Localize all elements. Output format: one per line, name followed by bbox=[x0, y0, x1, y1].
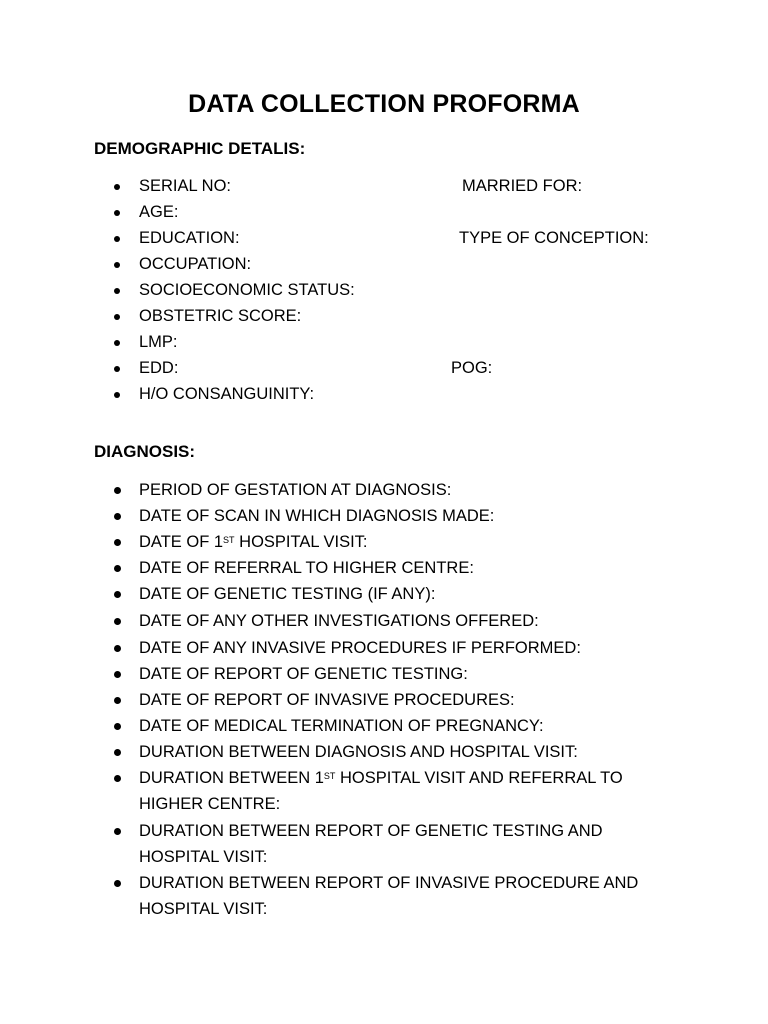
bullet-icon bbox=[114, 487, 121, 494]
item-label: DATE OF GENETIC TESTING (IF ANY): bbox=[139, 585, 436, 603]
bullet-icon bbox=[114, 828, 121, 835]
item-label-continued: HOSPITAL VISIT: bbox=[139, 900, 268, 918]
bullet-icon bbox=[114, 340, 120, 346]
item-label bbox=[139, 529, 368, 555]
item-label: SERIAL NO: bbox=[139, 177, 231, 195]
item-label bbox=[139, 765, 623, 791]
item-label-pre: DURATION BETWEEN 1 bbox=[139, 769, 324, 787]
item-label-post: HOSPITAL VISIT AND REFERRAL TO bbox=[335, 769, 623, 787]
superscript: ST bbox=[223, 535, 235, 545]
bullet-icon bbox=[114, 880, 121, 887]
bullet-icon bbox=[114, 539, 121, 546]
item-label: LMP: bbox=[139, 333, 178, 351]
item-label: H/O CONSANGUINITY: bbox=[139, 385, 315, 403]
bullet-icon bbox=[114, 366, 120, 372]
bullet-icon bbox=[114, 749, 121, 756]
bullet-icon bbox=[114, 210, 120, 216]
item-label: DATE OF MEDICAL TERMINATION OF PREGNANCY: bbox=[139, 717, 544, 735]
bullet-icon bbox=[114, 565, 121, 572]
bullet-icon bbox=[114, 775, 121, 782]
item-right-label: TYPE OF CONCEPTION: bbox=[459, 229, 649, 247]
diagnosis-heading: DIAGNOSIS: bbox=[94, 442, 196, 461]
bullet-icon bbox=[114, 671, 121, 678]
bullet-icon bbox=[114, 697, 121, 704]
item-label: DURATION BETWEEN REPORT OF GENETIC TESTING AND bbox=[139, 822, 603, 840]
superscript: ST bbox=[323, 771, 336, 781]
bullet-icon bbox=[114, 591, 121, 598]
item-label-continued: HOSPITAL VISIT: bbox=[139, 848, 268, 866]
page-title: DATA COLLECTION PROFORMA bbox=[188, 90, 580, 118]
item-label-post: HOSPITAL VISIT: bbox=[234, 533, 368, 551]
item-label-continued: HIGHER CENTRE: bbox=[139, 795, 281, 813]
bullet-icon bbox=[114, 262, 120, 268]
item-label: EDD: bbox=[139, 359, 179, 377]
bullet-icon bbox=[114, 392, 120, 398]
bullet-icon bbox=[114, 184, 120, 190]
item-label: SOCIOECONOMIC STATUS: bbox=[139, 281, 355, 299]
item-right-label: MARRIED FOR: bbox=[462, 177, 583, 195]
item-label: DATE OF ANY OTHER INVESTIGATIONS OFFERED: bbox=[139, 612, 539, 630]
bullet-icon bbox=[114, 618, 121, 625]
bullet-icon bbox=[114, 723, 121, 730]
bullet-icon bbox=[114, 314, 120, 320]
demographic-heading: DEMOGRAPHIC DETALIS: bbox=[94, 139, 306, 158]
item-label: DATE OF REPORT OF GENETIC TESTING: bbox=[139, 665, 468, 683]
bullet-icon bbox=[114, 645, 121, 652]
bullet-icon bbox=[114, 513, 121, 520]
item-label: AGE: bbox=[139, 203, 179, 221]
item-label: OBSTETRIC SCORE: bbox=[139, 307, 302, 325]
item-label: DATE OF REPORT OF INVASIVE PROCEDURES: bbox=[139, 691, 515, 709]
bullet-icon bbox=[114, 236, 120, 242]
item-label-pre: DATE OF 1 bbox=[139, 533, 224, 551]
item-label: EDUCATION: bbox=[139, 229, 240, 247]
item-label: DATE OF ANY INVASIVE PROCEDURES IF PERFORMED: bbox=[139, 639, 581, 657]
item-label: DATE OF REFERRAL TO HIGHER CENTRE: bbox=[139, 559, 474, 577]
item-label: DURATION BETWEEN DIAGNOSIS AND HOSPITAL VISIT: bbox=[139, 743, 578, 761]
item-label: DURATION BETWEEN REPORT OF INVASIVE PROCEDURE AND bbox=[139, 874, 639, 892]
item-label: OCCUPATION: bbox=[139, 255, 252, 273]
item-right-label: POG: bbox=[451, 359, 493, 377]
item-label: DATE OF SCAN IN WHICH DIAGNOSIS MADE: bbox=[139, 507, 495, 525]
item-label: PERIOD OF GESTATION AT DIAGNOSIS: bbox=[139, 481, 452, 499]
bullet-icon bbox=[114, 288, 120, 294]
